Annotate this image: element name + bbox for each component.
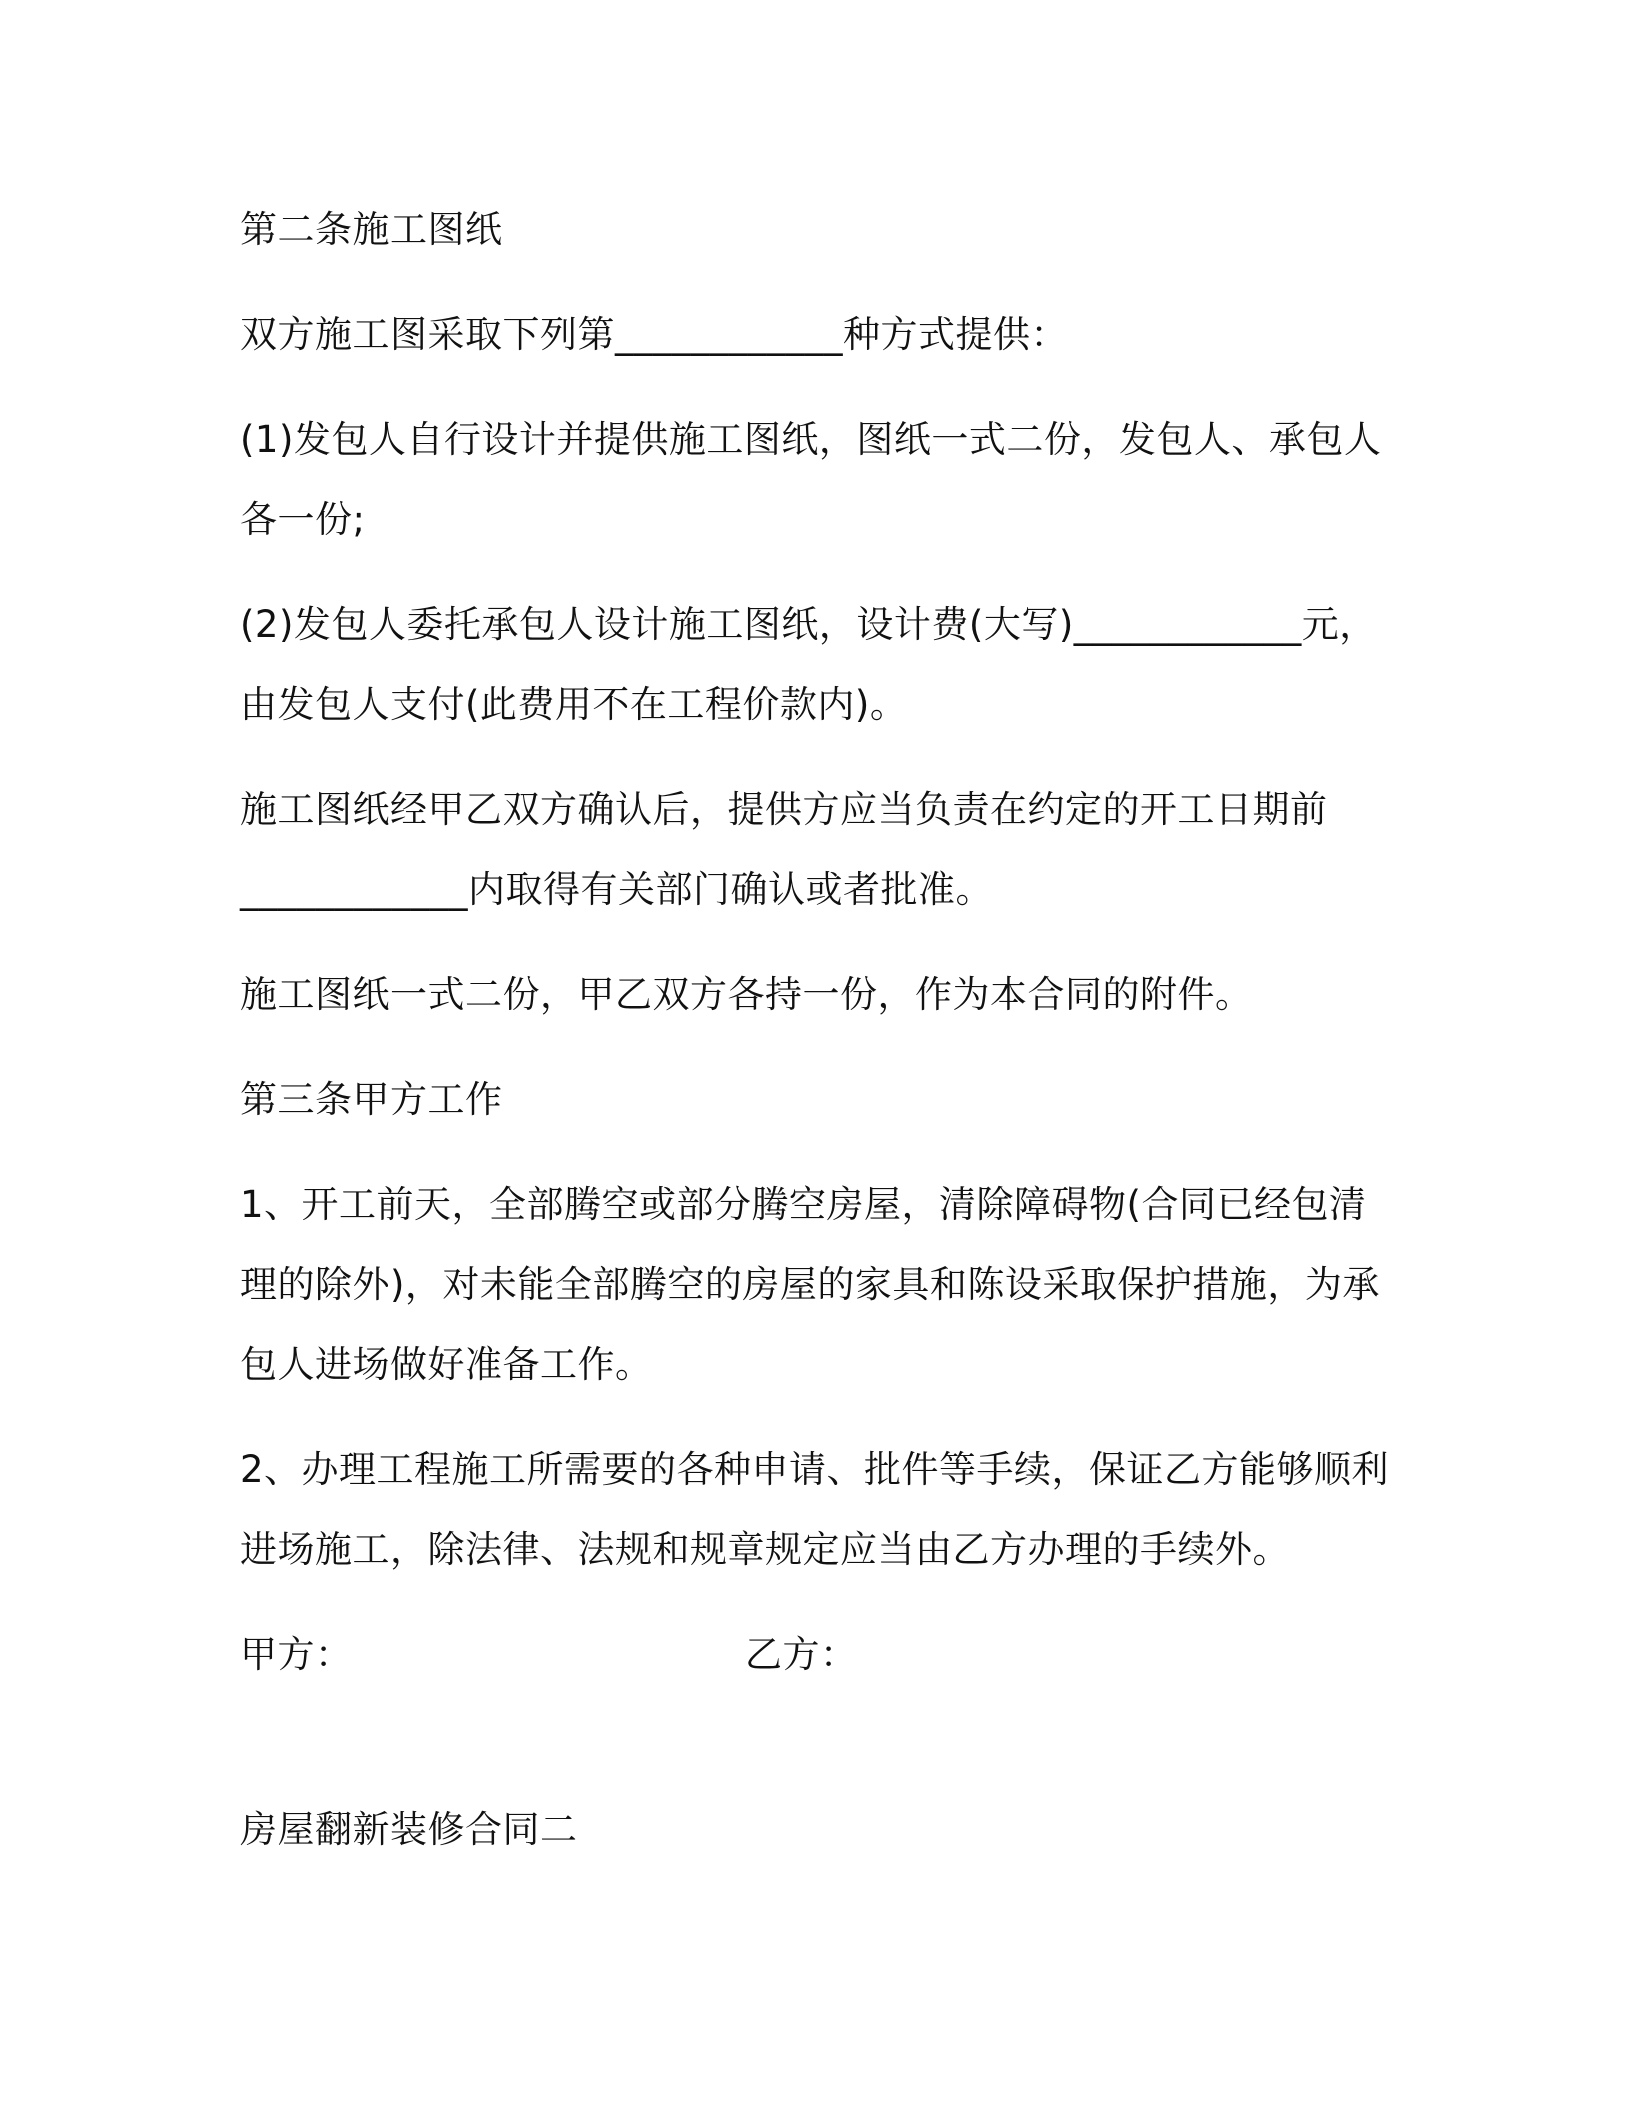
- drawing-option-1: (1)发包人自行设计并提供施工图纸，图纸一式二份，发包人、承包人各一份;: [240, 418, 1382, 541]
- party-a-duty-2: 2、办理工程施工所需要的各种申请、批件等手续，保证乙方能够顺利进场施工，除法律、法规和规章规定应当由乙方办理的手续外。: [240, 1448, 1390, 1571]
- drawing-method-line: 双方施工图采取下列第____________种方式提供：: [240, 313, 1068, 356]
- drawing-copies: 施工图纸一式二份，甲乙双方各持一份，作为本合同的附件。: [240, 973, 1253, 1016]
- contract-body: [240, 190, 1390, 1695]
- section-heading-2: 第二条施工图纸: [240, 208, 503, 251]
- next-contract-title: 房屋翻新装修合同二: [240, 1808, 578, 1851]
- party-a-duty-1: 1、开工前天，全部腾空或部分腾空房屋，清除障碍物(合同已经包清理的除外)，对未能全部腾空的房屋的家具和陈设采取保护措施，为承包人进场做好准备工作。: [240, 1183, 1380, 1386]
- drawing-option-2: (2)发包人委托承包人设计施工图纸，设计费(大写)____________元，由发包人支付(此费用不在工程价款内)。: [240, 603, 1377, 726]
- section-heading-3: 第三条甲方工作: [240, 1078, 503, 1121]
- drawing-confirmation: 施工图纸经甲乙双方确认后，提供方应当负责在约定的开工日期前____________内取得有关部门确认或者批准。: [240, 788, 1328, 911]
- party-a-signature: 甲方：: [240, 1633, 353, 1676]
- signature-row: [240, 1615, 1390, 1695]
- party-b-signature: 乙方：: [745, 1633, 858, 1676]
